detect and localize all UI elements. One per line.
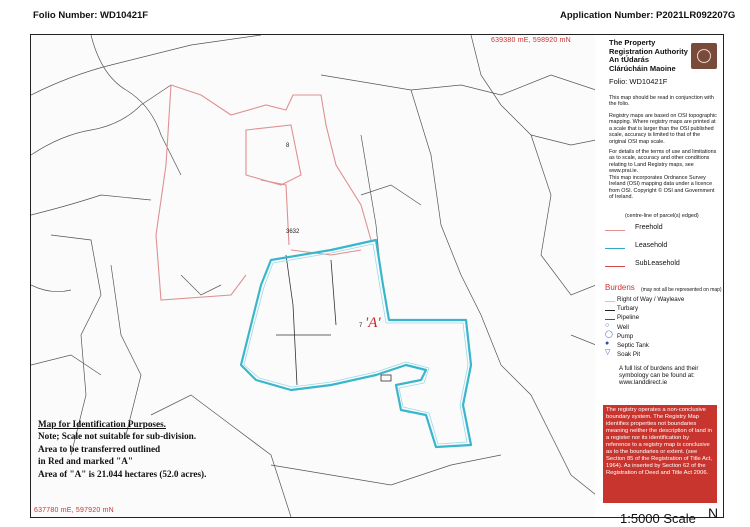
panel-text-2: Registry maps are based on OSI topographic mapping. Where registry maps are printed at a scale that is larger than the OSI published scale, accuracy is limited to that of the original OSI map scale. bbox=[609, 113, 717, 145]
notes-line-4: in Red and marked "A" bbox=[38, 456, 133, 467]
legend-subleasehold: SubLeasehold bbox=[635, 260, 680, 267]
burdens-title: Burdens bbox=[605, 283, 635, 292]
burden-right-of-way: Right of Way / Wayleave bbox=[617, 296, 685, 303]
right-of-way-swatch bbox=[605, 301, 615, 302]
burden-pipeline: Pipeline bbox=[617, 314, 640, 321]
burden-turbary: Turbary bbox=[617, 305, 639, 312]
plot-label-3632: 3632 bbox=[286, 229, 300, 235]
panel-folio: Folio: WD10421F bbox=[609, 77, 668, 86]
identification-notes bbox=[38, 418, 206, 480]
septic-tank-icon: ● bbox=[605, 340, 610, 347]
panel-text-4: This map incorporates Ordnance Survey Ireland (OSI) mapping data under a licence from OSI. Copyright © OSI and Government of Ireland. bbox=[609, 175, 715, 201]
notes-line-5: Area of "A" is 21.044 hectares (52.0 acres). bbox=[38, 468, 207, 479]
authority-logo-icon bbox=[691, 43, 717, 69]
title-line-1: The Property bbox=[609, 38, 656, 47]
pipeline-swatch bbox=[605, 319, 615, 320]
area-a-label: 'A' bbox=[365, 315, 381, 331]
title-line-3: An tÚdarás bbox=[609, 55, 650, 64]
burden-septic-tank: Septic Tank bbox=[617, 342, 649, 349]
title-line-2: Registration Authority bbox=[609, 46, 688, 56]
map-scale: 1:5000 Scale bbox=[620, 511, 696, 526]
north-arrow-icon: N bbox=[708, 505, 719, 521]
authority-title bbox=[609, 39, 688, 73]
notes-line-2: Note; Scale not suitable for sub-division. bbox=[38, 431, 197, 442]
burden-well: Well bbox=[617, 324, 629, 331]
legend-freehold: Freehold bbox=[635, 224, 663, 231]
soak-pit-icon: ▽ bbox=[605, 349, 611, 356]
well-icon: ○ bbox=[605, 322, 610, 329]
notes-line-1: Map for Identification Purposes. bbox=[38, 419, 166, 429]
coord-bottom-left: 637780 mE, 597920 mN bbox=[34, 507, 114, 514]
non-conclusive-notice: The registry operates a non-conclusive boundary system. The Registry Map identifies properties not boundaries meaning neither the description of land in a register nor its identification by reference to a registry map is conclusive as to the boundaries or extent. (see Section 85 of the Registration of Title Act, 1964). As inserted by Section 62 of the Registration of Deed and Title Act 2006. bbox=[603, 405, 717, 503]
notes-line-3: Area to be transferred outlined bbox=[38, 443, 161, 454]
burdens-footer: A full list of burdens and their symbology can be found at: www.landdirect.ie bbox=[619, 365, 699, 387]
freehold-swatch bbox=[605, 230, 625, 231]
burden-soak-pit: Soak Pit bbox=[617, 351, 641, 358]
leasehold-swatch bbox=[605, 248, 625, 249]
turbary-swatch bbox=[605, 310, 615, 311]
burdens-note: (may not all be represented on map) bbox=[641, 287, 722, 293]
panel-text-1: This map should be read in conjunction with the folio. bbox=[609, 95, 714, 108]
legend-panel bbox=[595, 34, 724, 518]
plot-label-8: 8 bbox=[286, 143, 290, 149]
sublease-swatch bbox=[605, 266, 625, 267]
legend-leasehold: Leasehold bbox=[635, 242, 668, 249]
folio-number: Folio Number: WD10421F bbox=[33, 10, 149, 21]
plot-label-7: 7 bbox=[359, 323, 363, 329]
panel-text-3: For details of the terms of use and limitations as to scale, accuracy and other conditions relating to Land Registry maps, see www.prai.ie. bbox=[609, 149, 717, 175]
pump-icon: ◯ bbox=[605, 331, 613, 338]
edged-note: (centre-line of parcel(s) edged) bbox=[625, 213, 699, 219]
coord-top-right: 639380 mE, 598920 mN bbox=[491, 37, 571, 44]
title-line-4: Clárúcháin Maoine bbox=[609, 63, 676, 73]
burden-pump: Pump bbox=[617, 333, 634, 340]
application-number: Application Number: P2021LR092207G bbox=[560, 10, 736, 21]
